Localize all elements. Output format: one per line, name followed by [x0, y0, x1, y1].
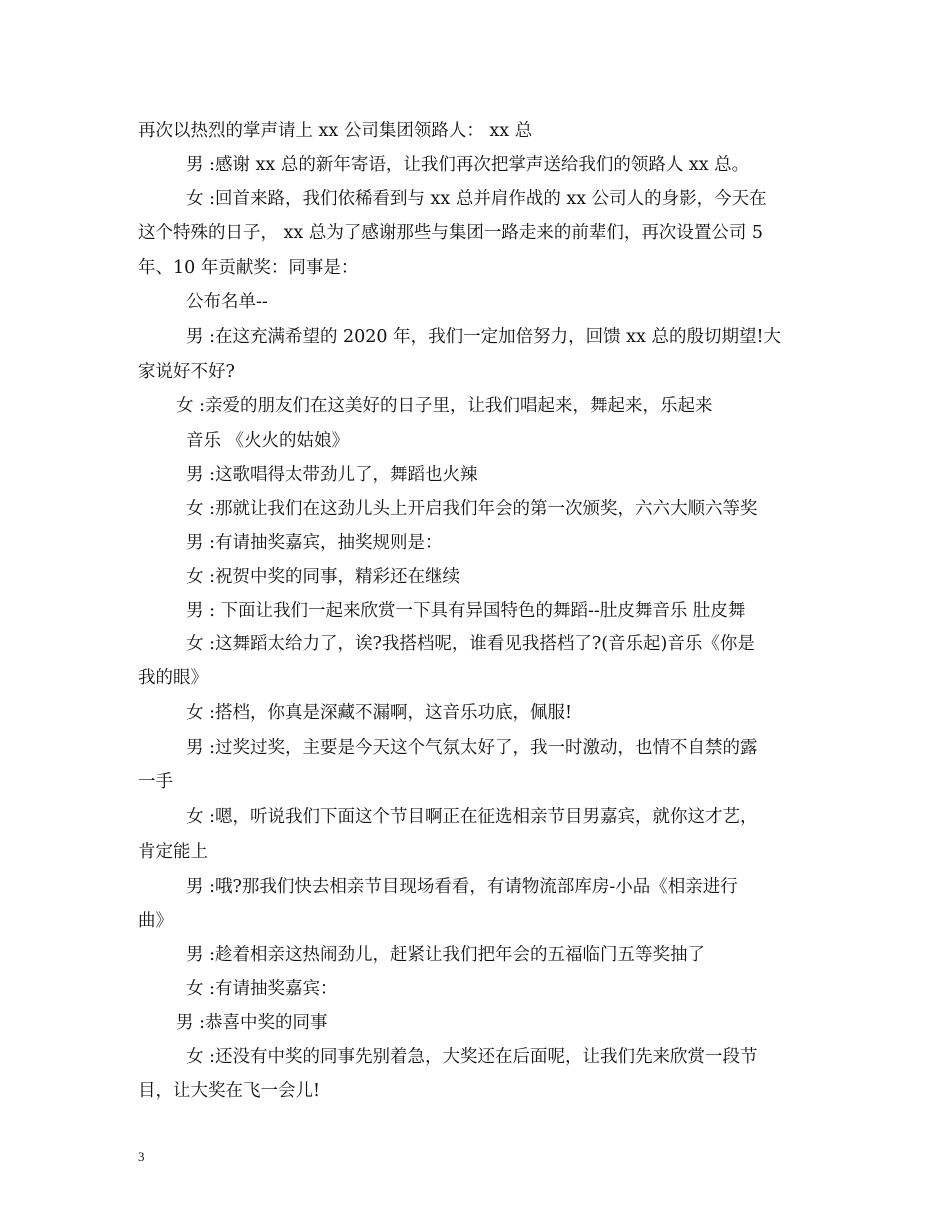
text-line: 男 :感谢 xx 总的新年寄语，让我们再次把掌声送给我们的领路人 xx 总。 [186, 155, 750, 175]
text-line: 音乐 《火火的姑娘》 [186, 431, 350, 451]
text-line: 女 :还没有中奖的同事先别着急，大奖还在后面呢，让我们先来欣赏一段节 [186, 1047, 758, 1067]
text-line: 女 :回首来路，我们依稀看到与 xx 总并肩作战的 xx 公司人的身影，今天在 [186, 189, 767, 209]
text-line: 曲》 [138, 911, 173, 931]
text-line: 我的眼》 [138, 668, 208, 688]
text-line: 男 :这歌唱得太带劲儿了，舞蹈也火辣 [186, 465, 478, 485]
text-line: 目，让大奖在飞一会儿! [138, 1081, 321, 1101]
text-line: 女 :亲爱的朋友们在这美好的日子里，让我们唱起来，舞起来，乐起来 [176, 396, 713, 416]
text-line: 女 :那就让我们在这劲儿头上开启我们年会的第一次颁奖，六六大顺六等奖 [186, 499, 758, 519]
text-line: 男 : 下面让我们一起来欣赏一下具有异国特色的舞蹈--肚皮舞音乐 肚皮舞 [186, 601, 746, 621]
text-line: 男 :过奖过奖，主要是今天这个气氛太好了，我一时激动，也情不自禁的露 [186, 738, 758, 758]
text-line: 男 :有请抽奖嘉宾，抽奖规则是： [186, 533, 443, 553]
page-number: 3 [138, 1149, 145, 1164]
text-line: 家说好不好? [138, 362, 235, 382]
text-line: 男 :在这充满希望的 2020 年，我们一定加倍努力，回馈 xx 总的殷切期望!大 [186, 327, 782, 347]
text-line: 女 :有请抽奖嘉宾： [186, 979, 338, 999]
text-line: 年、10 年贡献奖：同事是： [138, 258, 359, 278]
text-line: 女 :祝贺中奖的同事，精彩还在继续 [186, 567, 460, 587]
text-line: 这个特殊的日子， xx 总为了感谢那些与集团一路走来的前辈们，再次设置公司 5 [138, 223, 764, 243]
text-line: 女 :搭档，你真是深藏不漏啊，这音乐功底，佩服! [186, 703, 572, 723]
text-line: 公布名单-- [186, 292, 268, 312]
text-line: 男 :哦?那我们快去相亲节目现场看看，有请物流部库房-小品《相亲进行 [186, 877, 738, 897]
text-line: 女 :这舞蹈太给力了，诶?我搭档呢，谁看见我搭档了?(音乐起)音乐《你是 [186, 634, 755, 654]
text-line: 一手 [138, 772, 173, 792]
text-line: 男 :趁着相亲这热闹劲儿，赶紧让我们把年会的五福临门五等奖抽了 [186, 945, 705, 965]
text-line: 再次以热烈的掌声请上 xx 公司集团领路人： xx 总 [138, 121, 533, 141]
text-line: 男 :恭喜中奖的同事 [176, 1013, 328, 1033]
text-line: 女 :嗯，听说我们下面这个节目啊正在征选相亲节目男嘉宾，就你这才艺， [186, 807, 758, 827]
text-line: 肯定能上 [138, 842, 208, 862]
